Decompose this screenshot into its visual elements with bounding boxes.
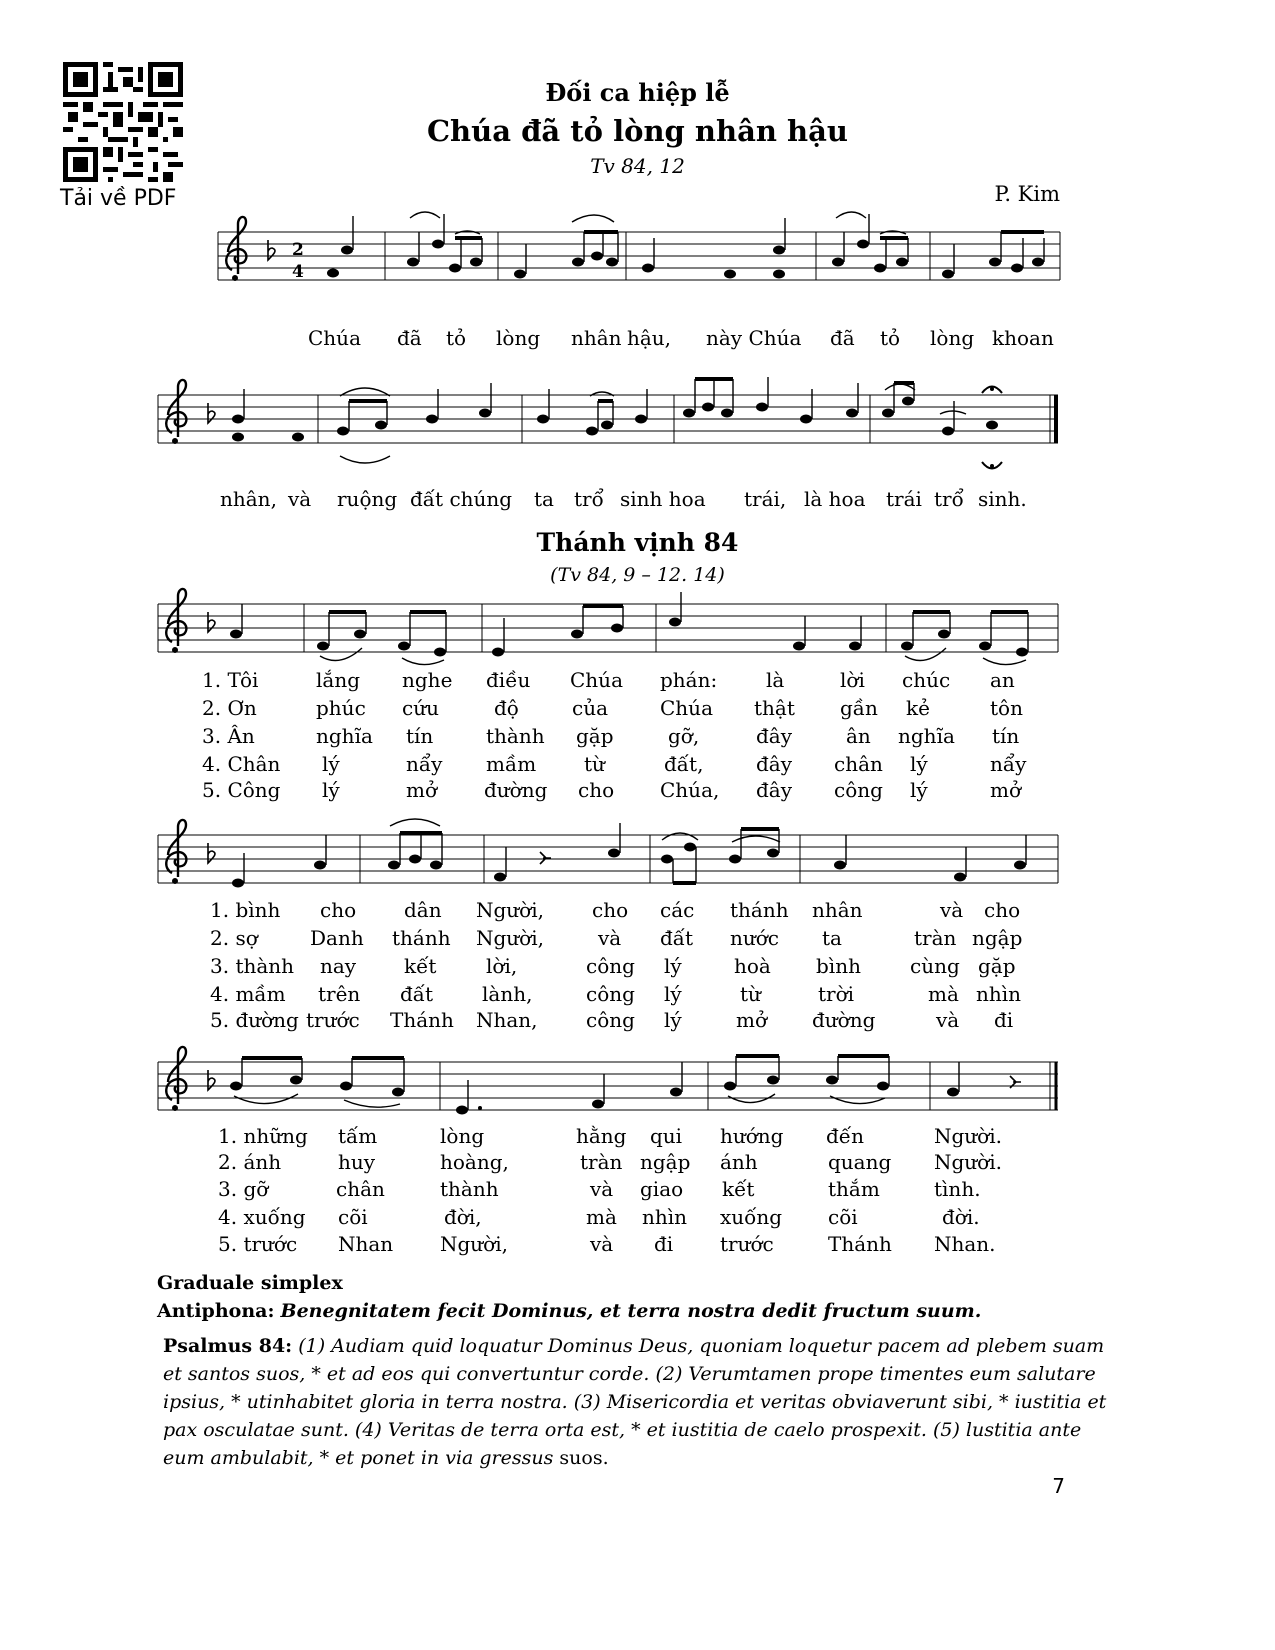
verse-word: công — [586, 954, 635, 978]
verse-word: ánh — [720, 1150, 758, 1174]
verse-word: và — [936, 1008, 960, 1032]
verse-word: nghe — [402, 668, 453, 692]
verse-word: và — [590, 1232, 614, 1256]
verse-word: 3. Ân — [202, 724, 255, 748]
verse-word: Danh — [310, 926, 364, 950]
verse-word: 3. thành — [210, 954, 295, 978]
verse-word: các — [660, 898, 695, 922]
verse-word: 2. ánh — [218, 1150, 282, 1174]
verse-word: hoàng, — [440, 1150, 509, 1174]
verse-word: 1. những — [218, 1124, 308, 1148]
verse-row — [0, 752, 1275, 780]
verse-word: lý — [664, 1008, 682, 1032]
verse-word: giao — [640, 1177, 684, 1201]
verse-word: 2. Ơn — [202, 696, 257, 720]
verse-word: đây — [756, 724, 793, 748]
verse-word: cho — [984, 898, 1021, 922]
verse-word: 5. Công — [202, 778, 281, 802]
verse-word: Thánh — [390, 1008, 454, 1032]
verse-word: và — [598, 926, 622, 950]
verse-word: cõi — [338, 1205, 368, 1229]
verse-word: kết — [404, 954, 437, 978]
verse-word: ngập — [640, 1150, 691, 1174]
verse-word: thắm — [828, 1177, 880, 1201]
verse-row — [0, 898, 1275, 926]
page-number: 7 — [1052, 1474, 1065, 1498]
verse-word: lành, — [482, 982, 533, 1006]
verse-word: chân — [336, 1177, 385, 1201]
verse-row — [0, 1124, 1275, 1152]
antiphon-lyrics-line-1 — [0, 326, 1275, 354]
lyric-word: đã — [397, 326, 422, 350]
verse-row — [0, 982, 1275, 1010]
verse-word: ân — [846, 724, 871, 748]
lyric-word: tỏ — [446, 326, 467, 350]
verse-row — [0, 926, 1275, 954]
lyric-word: trổ — [934, 487, 964, 511]
verse-row — [0, 778, 1275, 806]
verse-row — [0, 1177, 1275, 1205]
verse-word: lý — [664, 954, 682, 978]
verse-word: điều — [486, 668, 531, 692]
verse-word: 3. gỡ — [218, 1177, 269, 1201]
verse-word: độ — [494, 696, 519, 720]
verse-row — [0, 668, 1275, 696]
verse-word: 5. đường — [210, 1008, 299, 1032]
lyric-word: Chúa — [308, 326, 361, 350]
verse-word: nhìn — [642, 1205, 688, 1229]
verse-word: hằng — [576, 1124, 627, 1148]
lyric-word: lòng — [496, 326, 541, 350]
composer-name: P. Kim — [994, 182, 1060, 206]
verse-word: hoà — [734, 954, 771, 978]
verse-row — [0, 1205, 1275, 1233]
psalm-staff-2 — [158, 819, 1058, 888]
verse-word: Người, — [476, 898, 544, 922]
verse-word: và — [940, 898, 964, 922]
verse-row — [0, 724, 1275, 752]
verse-word: ta — [822, 926, 842, 950]
verse-word: nhìn — [976, 982, 1022, 1006]
verse-word: trời — [818, 982, 855, 1006]
verse-word: nẩy — [406, 752, 443, 776]
verse-word: tôn — [990, 696, 1023, 720]
verse-row — [0, 954, 1275, 982]
verse-word: đường — [484, 778, 548, 802]
qr-caption[interactable]: Tải về PDF — [60, 186, 177, 211]
song-title: Chúa đã tỏ lòng nhân hậu — [426, 114, 849, 148]
verse-word: Người, — [440, 1232, 508, 1256]
verse-word: cõi — [828, 1205, 858, 1229]
verse-word: kết — [722, 1177, 755, 1201]
verse-word: công — [586, 982, 635, 1006]
lyric-word: là hoa — [804, 487, 866, 511]
verse-word: huy — [338, 1150, 376, 1174]
verse-word: của — [572, 696, 609, 720]
verse-word: lý — [322, 778, 340, 802]
verse-word: trước — [720, 1232, 774, 1256]
psalmus-label: Psalmus 84: — [163, 1335, 293, 1357]
verse-word: quang — [828, 1150, 892, 1174]
verse-word: thánh — [730, 898, 789, 922]
lyric-word: đã — [830, 326, 855, 350]
psalm-staff-3 — [158, 1047, 1058, 1115]
verse-word: đến — [826, 1124, 864, 1148]
verse-word: là — [766, 668, 785, 692]
verse-word: nhân — [812, 898, 863, 922]
verse-word: đất — [660, 926, 694, 950]
verse-row — [0, 1008, 1275, 1036]
verse-word: qui — [650, 1124, 683, 1148]
verse-word: tràn — [914, 926, 957, 950]
verse-word: tín — [992, 724, 1020, 748]
verse-word: mà — [586, 1205, 617, 1229]
verse-word: đây — [756, 752, 793, 776]
section-overline: Đối ca hiệp lễ — [545, 78, 730, 107]
verse-word: cứu — [402, 696, 439, 720]
verse-word: 4. Chân — [202, 752, 281, 776]
verse-row — [0, 1150, 1275, 1178]
verse-word: tín — [406, 724, 434, 748]
verse-word: lý — [910, 778, 928, 802]
scripture-reference: Tv 84, 12 — [590, 154, 685, 178]
verse-word: trước — [306, 1008, 360, 1032]
verse-word: tấm — [338, 1124, 378, 1148]
verse-word: đời. — [942, 1205, 980, 1229]
lyric-word: trái, — [744, 487, 787, 511]
verse-word: 2. sợ — [210, 926, 258, 950]
antiphon-staff-1 — [218, 212, 1060, 282]
lyric-word: tỏ — [880, 326, 901, 350]
verse-word: lý — [910, 752, 928, 776]
antiphona-text: Benegnitatem fecit Dominus, et terra nostra dedit fructum suum. — [280, 1300, 982, 1322]
verse-word: tình. — [934, 1177, 981, 1201]
verse-word: đi — [994, 1008, 1014, 1032]
lyric-word: và — [288, 487, 312, 511]
verse-word: Nhan, — [476, 1008, 538, 1032]
verse-row — [0, 1232, 1275, 1260]
verse-row — [0, 696, 1275, 724]
verse-word: cho — [592, 898, 629, 922]
lyric-word: sinh hoa — [620, 487, 706, 511]
lyric-word: trái — [886, 487, 922, 511]
verse-word: thành — [440, 1177, 499, 1201]
verse-word: gặp — [576, 724, 614, 748]
verse-word: 4. xuống — [218, 1205, 306, 1229]
verse-word: chân — [834, 752, 883, 776]
verse-word: Chúa — [660, 696, 713, 720]
verse-word: 4. mầm — [210, 982, 286, 1006]
psalmus-text: (1) Audiam quid loquatur Dominus Deus, quoniam loquetur pacem ad plebem suam et santos suos, * et ad eos qui convertuntur corde. (2) Verumtamen prope timentes eum salutare ipsius, * utinhabitet gloria in terra nostra. (3) Misericordia et veritas obviaverunt sibi, * iustitia et pax osculatae sunt. (4) Veritas de terra orta est, * et iustitia de caelo prospexit. (5) lustitia ante eum ambulabit, * et ponet in via gressus — [163, 1335, 1107, 1469]
psalm-staff-1 — [158, 589, 1058, 665]
verse-word: từ — [740, 982, 761, 1006]
verse-word: chúc — [902, 668, 951, 692]
verse-word: mở — [406, 778, 438, 802]
verse-word: gỡ, — [668, 724, 700, 748]
verse-word: mở — [990, 778, 1022, 802]
verse-word: đời, — [444, 1205, 482, 1229]
lyric-word: lòng — [930, 326, 975, 350]
verse-word: nghĩa — [316, 724, 373, 748]
psalm-title: Thánh vịnh 84 — [536, 528, 739, 557]
verse-word: 5. trước — [218, 1232, 298, 1256]
verse-word: Người. — [934, 1124, 1002, 1148]
verse-word: 1. Tôi — [202, 668, 259, 692]
verse-word: đây — [756, 778, 793, 802]
verse-word: lời, — [486, 954, 518, 978]
verse-word: mở — [736, 1008, 768, 1032]
psalmus-tail: suos. — [559, 1447, 609, 1469]
verse-word: gần — [840, 696, 878, 720]
verse-word: mà — [928, 982, 959, 1006]
verse-word: an — [990, 668, 1015, 692]
verse-word: xuống — [720, 1205, 783, 1229]
verse-word: Chúa, — [660, 778, 720, 802]
verse-word: Chúa — [570, 668, 623, 692]
verse-word: lý — [322, 752, 340, 776]
verse-word: Người. — [934, 1150, 1002, 1174]
graduale-heading: Graduale simplex — [157, 1272, 343, 1294]
verse-word: nay — [320, 954, 357, 978]
verse-word: Nhan — [338, 1232, 394, 1256]
lyric-word: nhân — [571, 326, 622, 350]
verse-word: thật — [754, 696, 795, 720]
lyric-word: sinh. — [978, 487, 1027, 511]
antiphon-staff-2 — [158, 377, 1058, 469]
verse-word: gặp — [978, 954, 1016, 978]
svg-text:4: 4 — [292, 262, 304, 282]
verse-word: cho — [320, 898, 357, 922]
svg-text:2: 2 — [292, 240, 304, 260]
verse-word: bình — [816, 954, 861, 978]
lyric-word: này Chúa — [706, 326, 802, 350]
lyric-word: nhân, — [220, 487, 277, 511]
verse-word: đi — [654, 1232, 674, 1256]
verse-word: mầm — [486, 752, 537, 776]
verse-word: Người, — [476, 926, 544, 950]
antiphona-line — [157, 1300, 981, 1322]
antiphona-label: Antiphona: — [157, 1300, 275, 1322]
verse-word: cho — [578, 778, 615, 802]
verse-word: đất — [400, 982, 434, 1006]
verse-word: đất, — [664, 752, 704, 776]
verse-word: kẻ — [906, 696, 930, 720]
verse-word: từ — [584, 752, 605, 776]
verse-word: thành — [486, 724, 545, 748]
verse-word: công — [834, 778, 883, 802]
lyric-word: ta — [534, 487, 554, 511]
verse-word: lý — [664, 982, 682, 1006]
verse-word: công — [586, 1008, 635, 1032]
verse-word: tràn — [580, 1150, 623, 1174]
verse-word: thánh — [392, 926, 451, 950]
verse-word: đường — [812, 1008, 876, 1032]
lyric-word: ruộng — [337, 487, 398, 511]
verse-word: lòng — [440, 1124, 485, 1148]
lyric-word: khoan — [992, 326, 1054, 350]
verse-word: Nhan. — [934, 1232, 996, 1256]
psalm-reference: (Tv 84, 9 – 12. 14) — [550, 564, 725, 586]
verse-word: nẩy — [990, 752, 1027, 776]
verse-word: lắng — [316, 668, 361, 692]
verse-word: 1. bình — [210, 898, 281, 922]
lyric-word: trổ — [574, 487, 604, 511]
antiphon-lyrics-line-2 — [0, 487, 1275, 515]
verse-word: nước — [730, 926, 780, 950]
verse-word: nghĩa — [898, 724, 955, 748]
verse-word: cùng — [910, 954, 960, 978]
verse-word: phúc — [316, 696, 366, 720]
verse-word: và — [590, 1177, 614, 1201]
verse-word: dân — [404, 898, 442, 922]
lyric-word: đất chúng — [410, 487, 513, 511]
verse-word: ngập — [972, 926, 1023, 950]
verse-word: lời — [840, 668, 865, 692]
psalmus-paragraph — [163, 1332, 1113, 1472]
verse-word: phán: — [660, 668, 718, 692]
verse-word: hướng — [720, 1124, 784, 1148]
verse-word: Thánh — [828, 1232, 892, 1256]
verse-word: trên — [318, 982, 361, 1006]
lyric-word: hậu, — [627, 326, 672, 350]
